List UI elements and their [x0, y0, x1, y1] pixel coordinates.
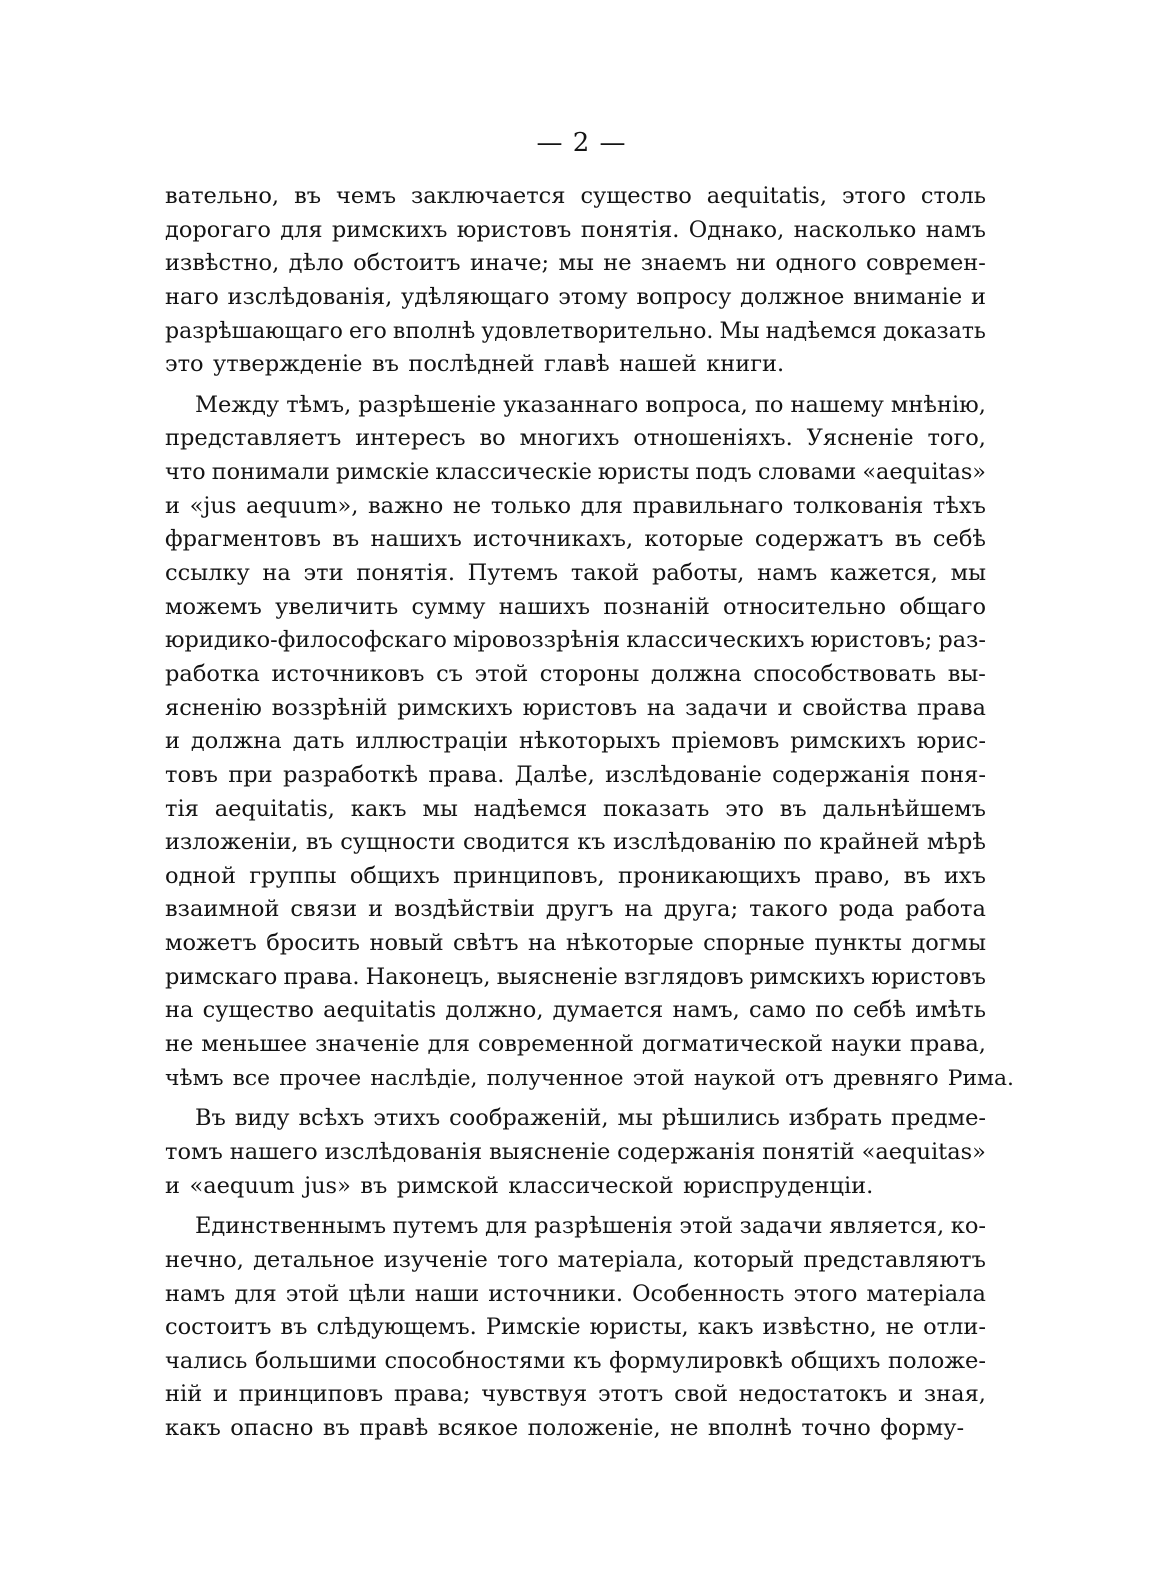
- text-line: дорогаго для римскихъ юристовъ понятія. Однако, насколько намъ: [165, 216, 986, 243]
- text-line: не меньшее значеніе для современной догматической науки права,: [165, 1031, 986, 1058]
- text-line: ясненію воззрѣній римскихъ юристовъ на задачи и свойства права: [165, 694, 986, 721]
- text-line: одной группы общихъ принциповъ, проникающихъ право, въ ихъ: [165, 862, 986, 889]
- paragraph: [165, 389, 1014, 1095]
- text-line: можетъ бросить новый свѣтъ на нѣкоторые спорные пункты догмы: [165, 930, 986, 957]
- paragraph: [165, 1102, 986, 1203]
- text-line: чѣмъ все прочее наслѣдіе, полученное этой наукой отъ древняго Рима.: [165, 1065, 1014, 1091]
- text-line: и «jus aequum», важно не только для правильнаго толкованія тѣхъ: [165, 492, 986, 519]
- text-line: Въ виду всѣхъ этихъ соображеній, мы рѣшились избрать предме-: [195, 1105, 986, 1132]
- text-line: Единственнымъ путемъ для разрѣшенія этой задачи является, ко-: [195, 1213, 986, 1240]
- text-line: взаимной связи и воздѣйствіи другъ на друга; такого рода работа: [165, 896, 986, 923]
- text-line: фрагментовъ въ нашихъ источникахъ, которые содержатъ въ себѣ: [165, 526, 986, 553]
- text-line: представляетъ интересъ во многихъ отношеніяхъ. Уясненіе того,: [165, 425, 986, 452]
- text-line: Между тѣмъ, разрѣшеніе указаннаго вопроса, по нашему мнѣнію,: [195, 391, 986, 418]
- paragraph: [165, 180, 986, 382]
- paragraph: [165, 1210, 986, 1445]
- text-line: это утвержденіе въ послѣдней главѣ нашей книги.: [165, 351, 785, 378]
- body-text: [165, 180, 1014, 1446]
- text-line: разрѣшающаго его вполнѣ удовлетворительно. Мы надѣемся доказать: [165, 318, 986, 344]
- text-line: изложеніи, въ сущности сводится къ изслѣдованію по крайней мѣрѣ: [165, 829, 986, 856]
- text-line: что понимали римскіе классическіе юристы подъ словами «aequitas»: [165, 459, 986, 486]
- text-line: можемъ увеличить сумму нашихъ познаній относительно общаго: [165, 593, 986, 620]
- page-number: — 2 —: [536, 128, 627, 158]
- text-line: тія aequitatis, какъ мы надѣемся показать это въ дальнѣйшемъ: [165, 795, 986, 822]
- text-line: работка источниковъ съ этой стороны должна способствовать вы-: [165, 660, 986, 687]
- text-line: извѣстно, дѣло обстоитъ иначе; мы не знаемъ ни одного современ-: [165, 250, 986, 277]
- text-line: римскаго права. Наконецъ, выясненіе взглядовъ римскихъ юристовъ: [165, 963, 986, 990]
- text-line: намъ для этой цѣли наши источники. Особенность этого матеріала: [165, 1280, 986, 1307]
- text-line: ній и принциповъ права; чувствуя этотъ свой недостатокъ и зная,: [165, 1381, 986, 1408]
- text-line: томъ нашего изслѣдованія выясненіе содержанія понятій «aequitas»: [165, 1138, 986, 1165]
- text-line: какъ опасно въ правѣ всякое положеніе, не вполнѣ точно форму-: [165, 1415, 965, 1442]
- text-line: и «aequum jus» въ римской классической юриспруденціи.: [165, 1172, 874, 1199]
- text-line: ссылку на эти понятія. Путемъ такой работы, намъ кажется, мы: [165, 560, 986, 587]
- text-line: юридико-философскаго міровоззрѣнія классическихъ юристовъ; раз-: [165, 627, 986, 654]
- text-line: нечно, детальное изученіе того матеріала, который представляютъ: [165, 1246, 986, 1273]
- text-line: товъ при разработкѣ права. Далѣе, изслѣдованіе содержанія поня-: [165, 761, 986, 788]
- text-line: состоитъ въ слѣдующемъ. Римскіе юристы, какъ извѣстно, не отли-: [165, 1314, 986, 1341]
- text-line: и должна дать иллюстраціи нѣкоторыхъ пріемовъ римскихъ юрис-: [165, 728, 986, 755]
- text-line: вательно, въ чемъ заключается существо aequitatis, этого столь: [165, 183, 986, 209]
- text-line: на существо aequitatis должно, думается намъ, само по себѣ имѣть: [165, 997, 986, 1024]
- text-line: наго изслѣдованія, удѣляющаго этому вопросу должное вниманіе и: [165, 283, 986, 310]
- text-line: чались большими способностями къ формулировкѣ общихъ положе-: [165, 1347, 986, 1374]
